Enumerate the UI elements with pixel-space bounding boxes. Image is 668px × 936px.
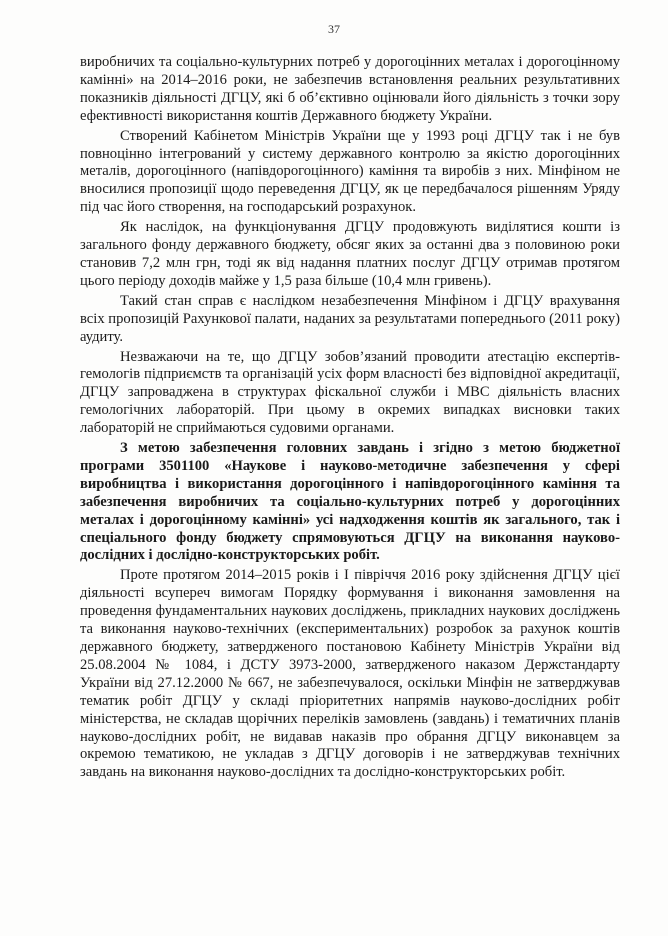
paragraph-bold-highlight: З метою забезпечення головних завдань і згідно з метою бюджетної програми 3501100 «Наукове і науково-методичне забезпечення у сфері виробництва і використання дорогоцінного і напівдорогоцінного каміння та забезпечення виробничих та соціально-культурних потреб у дорогоцінних металах і дорогоцінному камінні» усі надходження коштів як загального, так і спеціального фонду бюджету спрямовуються ДГЦУ на виконання науково-дослідних і дослідно-конструкторських робіт. (80, 440, 620, 564)
paragraph: Незважаючи на те, що ДГЦУ зобов’язаний проводити атестацію експертів-гемологів підприємств та організацій усіх форм власності без відповідної акредитації, ДГЦУ запроваджена в структурах фіскальної служби і МВС діяльність власних гемологічних лабораторій. При цьому в окремих випадках висновки таких лабораторій не сприймаються судовими органами. (80, 348, 620, 437)
document-body (80, 54, 620, 784)
paragraph: Такий стан справ є наслідком незабезпечення Мінфіном і ДГЦУ врахування всіх пропозицій Рахункової палати, наданих за результатами попереднього (2011 року) аудиту. (80, 292, 620, 345)
page-number: 37 (328, 22, 340, 36)
paragraph: Проте протягом 2014–2015 років і I півріччя 2016 року здійснення ДГЦУ цієї діяльності всупереч вимогам Порядку формування і виконання замовлення на проведення фундаментальних наукових досліджень, прикладних наукових досліджень та виконання науково-технічних (експериментальних) розробок за рахунок коштів державного бюджету, затвердженого постановою Кабінету Міністрів України від 25.08.2004 № 1084, і ДСТУ 3973-2000, затвердженого наказом Держстандарту України від 27.12.2000 № 667, не забезпечувалося, оскільки Мінфін не затверджував тематик робіт ДГЦУ у складі пріоритетних напрямів науково-дослідних робіт міністерства, не складав щорічних переліків замовлень (завдань) і тематичних планів науково-дослідних робіт, не видавав наказів про обрання ДГЦУ виконавцем за окремою тематикою, не укладав з ДГЦУ договорів і не затверджував технічних завдань на виконання науково-дослідних та дослідно-конструкторських робіт. (80, 567, 620, 781)
paragraph-continuation: виробничих та соціально-культурних потреб у дорогоцінних металах і дорогоцінному камінні» на 2014–2016 роки, не забезпечив встановлення реальних результативних показників діяльності ДГЦУ, які б об’єктивно оцінювали його діяльність з точки зору ефективності використання коштів Державного бюджету України. (80, 54, 620, 124)
paragraph: Як наслідок, на функціонування ДГЦУ продовжують виділятися кошти із загального фонду державного бюджету, обсяг яких за останні два з половиною роки становив 7,2 млн грн, тоді як від надання платних послуг ДГЦУ отримав протягом цього періоду доходів майже у 1,5 раза більше (10,4 млн гривень). (80, 219, 620, 289)
paragraph: Створений Кабінетом Міністрів України ще у 1993 році ДГЦУ так і не був повноцінно інтегрований у систему державного контролю за якістю дорогоцінних металів, дорогоцінного (напівдорогоцінного) каміння та виробів з них. Мінфіном не вносилися пропозиції щодо переведення ДГЦУ, як це передбачалося рішенням Уряду під час його створення, на господарський розрахунок. (80, 127, 620, 216)
